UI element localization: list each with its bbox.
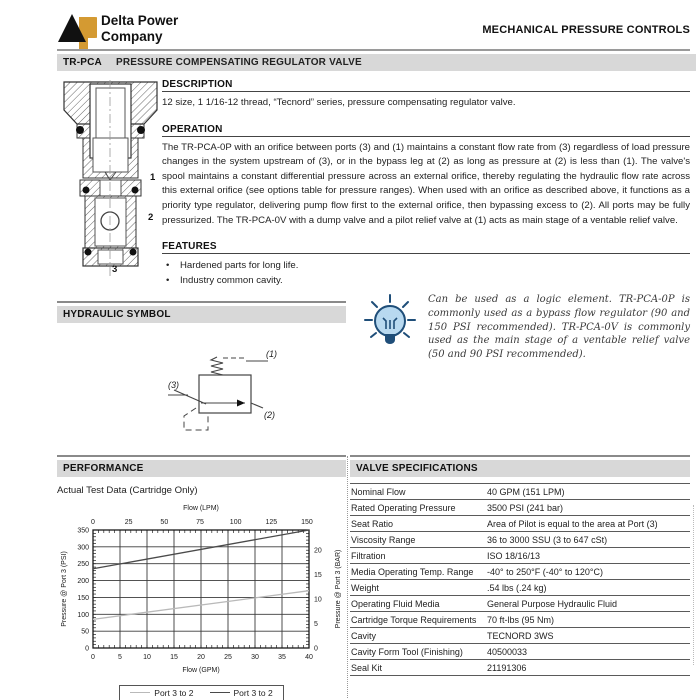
svg-text:15: 15: [170, 654, 178, 661]
spec-label: Media Operating Temp. Range: [351, 566, 474, 577]
spec-value: ISO 18/16/13: [487, 550, 541, 561]
legend-label: Port 3 to 2: [233, 687, 273, 698]
spec-value: Area of Pilot is equal to the area at Port (3): [487, 518, 658, 529]
svg-text:30: 30: [251, 654, 259, 661]
company-name: [101, 13, 178, 45]
performance-chart: [57, 500, 347, 674]
performance-subtitle: Actual Test Data (Cartridge Only): [57, 485, 198, 496]
svg-text:15: 15: [314, 572, 322, 580]
spec-label: Filtration: [351, 550, 386, 561]
hydraulic-symbol-heading: HYDRAULIC SYMBOL: [57, 306, 346, 323]
spec-label: Seat Ratio: [351, 518, 394, 529]
legend-line-swatch: [210, 692, 230, 693]
svg-text:10: 10: [314, 596, 322, 604]
symbol-port-label-3: (3): [168, 380, 179, 390]
usage-note: [362, 293, 690, 364]
feature-text: Industry common cavity.: [180, 275, 283, 287]
feature-item: [162, 273, 690, 288]
drawing-port-label-1: 1: [150, 172, 156, 183]
operation-text: The TR-PCA-0P with an orifice between ports (3) and (1) maintains a constant flow rate from (3) regardless of load pressure changes in the system upstream of (3), or in the bypass leg at (2) as long as pressure at (2) is less than (1). The valve's spool maintains a constant differential pressure across an external orifice, thereby regulating the hydraulic flow rate across this external orifice (see options table for pressure ranges). When used with an orifice as described above, it functions as a priority type regulator, delivering pump flow first to the external orifice, then bypassing excess to (2). All ports may be fully pressurized. The TR-PCA-0V with a dump valve and a pilot relief valve at (1) acts as main stage of a ventable relief valve.: [162, 141, 690, 226]
spec-row: [350, 660, 690, 676]
svg-text:40: 40: [305, 654, 313, 661]
spec-row: [350, 612, 690, 628]
hydraulic-symbol-diagram: [166, 348, 286, 443]
spec-label: Cavity: [351, 630, 377, 641]
svg-text:10: 10: [143, 654, 151, 661]
lightbulb-icon: [362, 293, 418, 364]
drawing-port-label-2: 2: [148, 212, 154, 223]
performance-heading: PERFORMANCE: [57, 460, 346, 477]
features-list: [162, 258, 690, 288]
section-divider: [57, 301, 346, 303]
spec-label: Rated Operating Pressure: [351, 502, 456, 513]
spec-row: [350, 483, 690, 500]
svg-text:125: 125: [265, 519, 278, 526]
hydraulic-symbol-icon: [166, 348, 286, 438]
svg-text:25: 25: [224, 654, 232, 661]
legend-item: [130, 688, 193, 698]
valve-drawing-icon: [58, 80, 163, 278]
spec-value: 40 GPM (151 LPM): [487, 486, 565, 497]
valve-cross-section-drawing: [58, 80, 163, 283]
page-edge-mark: [693, 505, 694, 665]
spec-label: Seal Kit: [351, 662, 383, 673]
svg-text:100: 100: [229, 519, 242, 526]
feature-item: [162, 258, 690, 273]
svg-text:200: 200: [77, 578, 89, 586]
svg-text:0: 0: [91, 519, 95, 526]
performance-section: [57, 455, 346, 700]
svg-text:300: 300: [77, 544, 89, 552]
svg-text:Flow (GPM): Flow (GPM): [182, 667, 220, 674]
chart-legend: [119, 685, 283, 700]
spec-label: Weight: [351, 582, 379, 593]
symbol-port-label-1: (1): [266, 349, 277, 359]
company-name-line1: Delta Power: [101, 13, 179, 28]
spec-value: 3500 PSI (241 bar): [487, 502, 564, 513]
svg-text:20: 20: [197, 654, 205, 661]
svg-text:5: 5: [118, 654, 122, 661]
spec-row: [350, 644, 690, 660]
svg-text:350: 350: [77, 527, 89, 535]
description-text: 12 size, 1 1/16-12 thread, “Tecnord” series, pressure compensating regulator valve.: [162, 97, 516, 108]
svg-text:0: 0: [314, 645, 318, 653]
spec-row: [350, 580, 690, 596]
model-title-bar: [57, 54, 696, 71]
spec-row: [350, 564, 690, 580]
spec-value: 21191306: [487, 662, 527, 673]
svg-text:35: 35: [278, 654, 286, 661]
column-separator: [347, 456, 348, 698]
legend-line-swatch: [130, 692, 150, 693]
spec-value: 36 to 3000 SSU (3 to 647 cSt): [487, 534, 608, 545]
hydraulic-symbol-section: [57, 301, 346, 323]
spec-value: 40500033: [487, 646, 528, 657]
spec-value: .54 lbs (.24 kg): [487, 582, 547, 593]
spec-row: [350, 628, 690, 644]
spec-label: Operating Fluid Media: [351, 598, 440, 609]
spec-value: General Purpose Hydraulic Fluid: [487, 598, 618, 609]
spec-value: -40° to 250°F (-40° to 120°C): [487, 566, 603, 577]
delta-power-logo-icon: [57, 11, 97, 51]
usage-note-text: Can be used as a logic element. TR-PCA-0P is commonly used as a bypass flow regulator (90 and 150 PSI recommended). TR-PCA-0V is commonly used as the main stage of a ventable relief valve (50 and 90 PSI recommended).: [428, 294, 690, 361]
description-heading: DESCRIPTION: [162, 79, 690, 92]
spec-row: [350, 532, 690, 548]
header-divider: [57, 49, 690, 51]
spec-label: Viscosity Range: [351, 534, 416, 545]
spec-label: Cavity Form Tool (Finishing): [351, 646, 463, 657]
doc-category-title: MECHANICAL PRESSURE CONTROLS: [482, 24, 690, 36]
drawing-port-label-3: 3: [112, 264, 118, 275]
svg-text:50: 50: [81, 628, 89, 636]
section-divider: [57, 455, 346, 457]
features-heading: FEATURES: [162, 241, 690, 254]
legend-item: [210, 688, 273, 698]
svg-text:150: 150: [301, 519, 313, 526]
svg-text:0: 0: [85, 645, 89, 653]
spec-row: [350, 596, 690, 612]
spec-table-body: [350, 483, 690, 676]
spec-value: 70 ft-lbs (95 Nm): [487, 614, 555, 625]
spec-row: [350, 500, 690, 516]
svg-text:Pressure @ Port 3 (BAR): Pressure @ Port 3 (BAR): [335, 549, 342, 629]
specifications-section: [350, 455, 690, 676]
svg-text:250: 250: [77, 561, 89, 569]
svg-text:20: 20: [314, 547, 322, 555]
model-code: TR-PCA: [63, 57, 102, 68]
spec-row: [350, 516, 690, 532]
section-divider: [350, 455, 690, 457]
spec-label: Nominal Flow: [351, 486, 406, 497]
company-name-line2: Company: [101, 29, 163, 44]
svg-text:150: 150: [77, 594, 89, 602]
svg-text:5: 5: [314, 621, 318, 629]
legend-label: Port 3 to 2: [154, 687, 194, 698]
svg-text:75: 75: [196, 519, 204, 526]
svg-text:0: 0: [91, 654, 95, 661]
svg-text:100: 100: [77, 611, 89, 619]
spec-row: [350, 548, 690, 564]
spec-value: TECNORD 3WS: [487, 630, 554, 641]
svg-text:Flow (LPM): Flow (LPM): [183, 505, 219, 512]
feature-text: Hardened parts for long life.: [180, 260, 299, 272]
spec-label: Cartridge Torque Requirements: [351, 614, 477, 625]
product-title: PRESSURE COMPENSATING REGULATOR VALVE: [115, 57, 362, 68]
svg-text:Pressure @ Port 3 (PSI): Pressure @ Port 3 (PSI): [61, 551, 68, 627]
specifications-heading: VALVE SPECIFICATIONS: [350, 460, 690, 477]
svg-text:25: 25: [124, 519, 133, 526]
main-text-column: [162, 79, 690, 288]
symbol-port-label-2: (2): [264, 410, 275, 420]
bullet-icon: •: [166, 260, 170, 272]
svg-text:50: 50: [160, 519, 169, 526]
operation-heading: OPERATION: [162, 124, 690, 137]
bullet-icon: •: [166, 275, 170, 287]
